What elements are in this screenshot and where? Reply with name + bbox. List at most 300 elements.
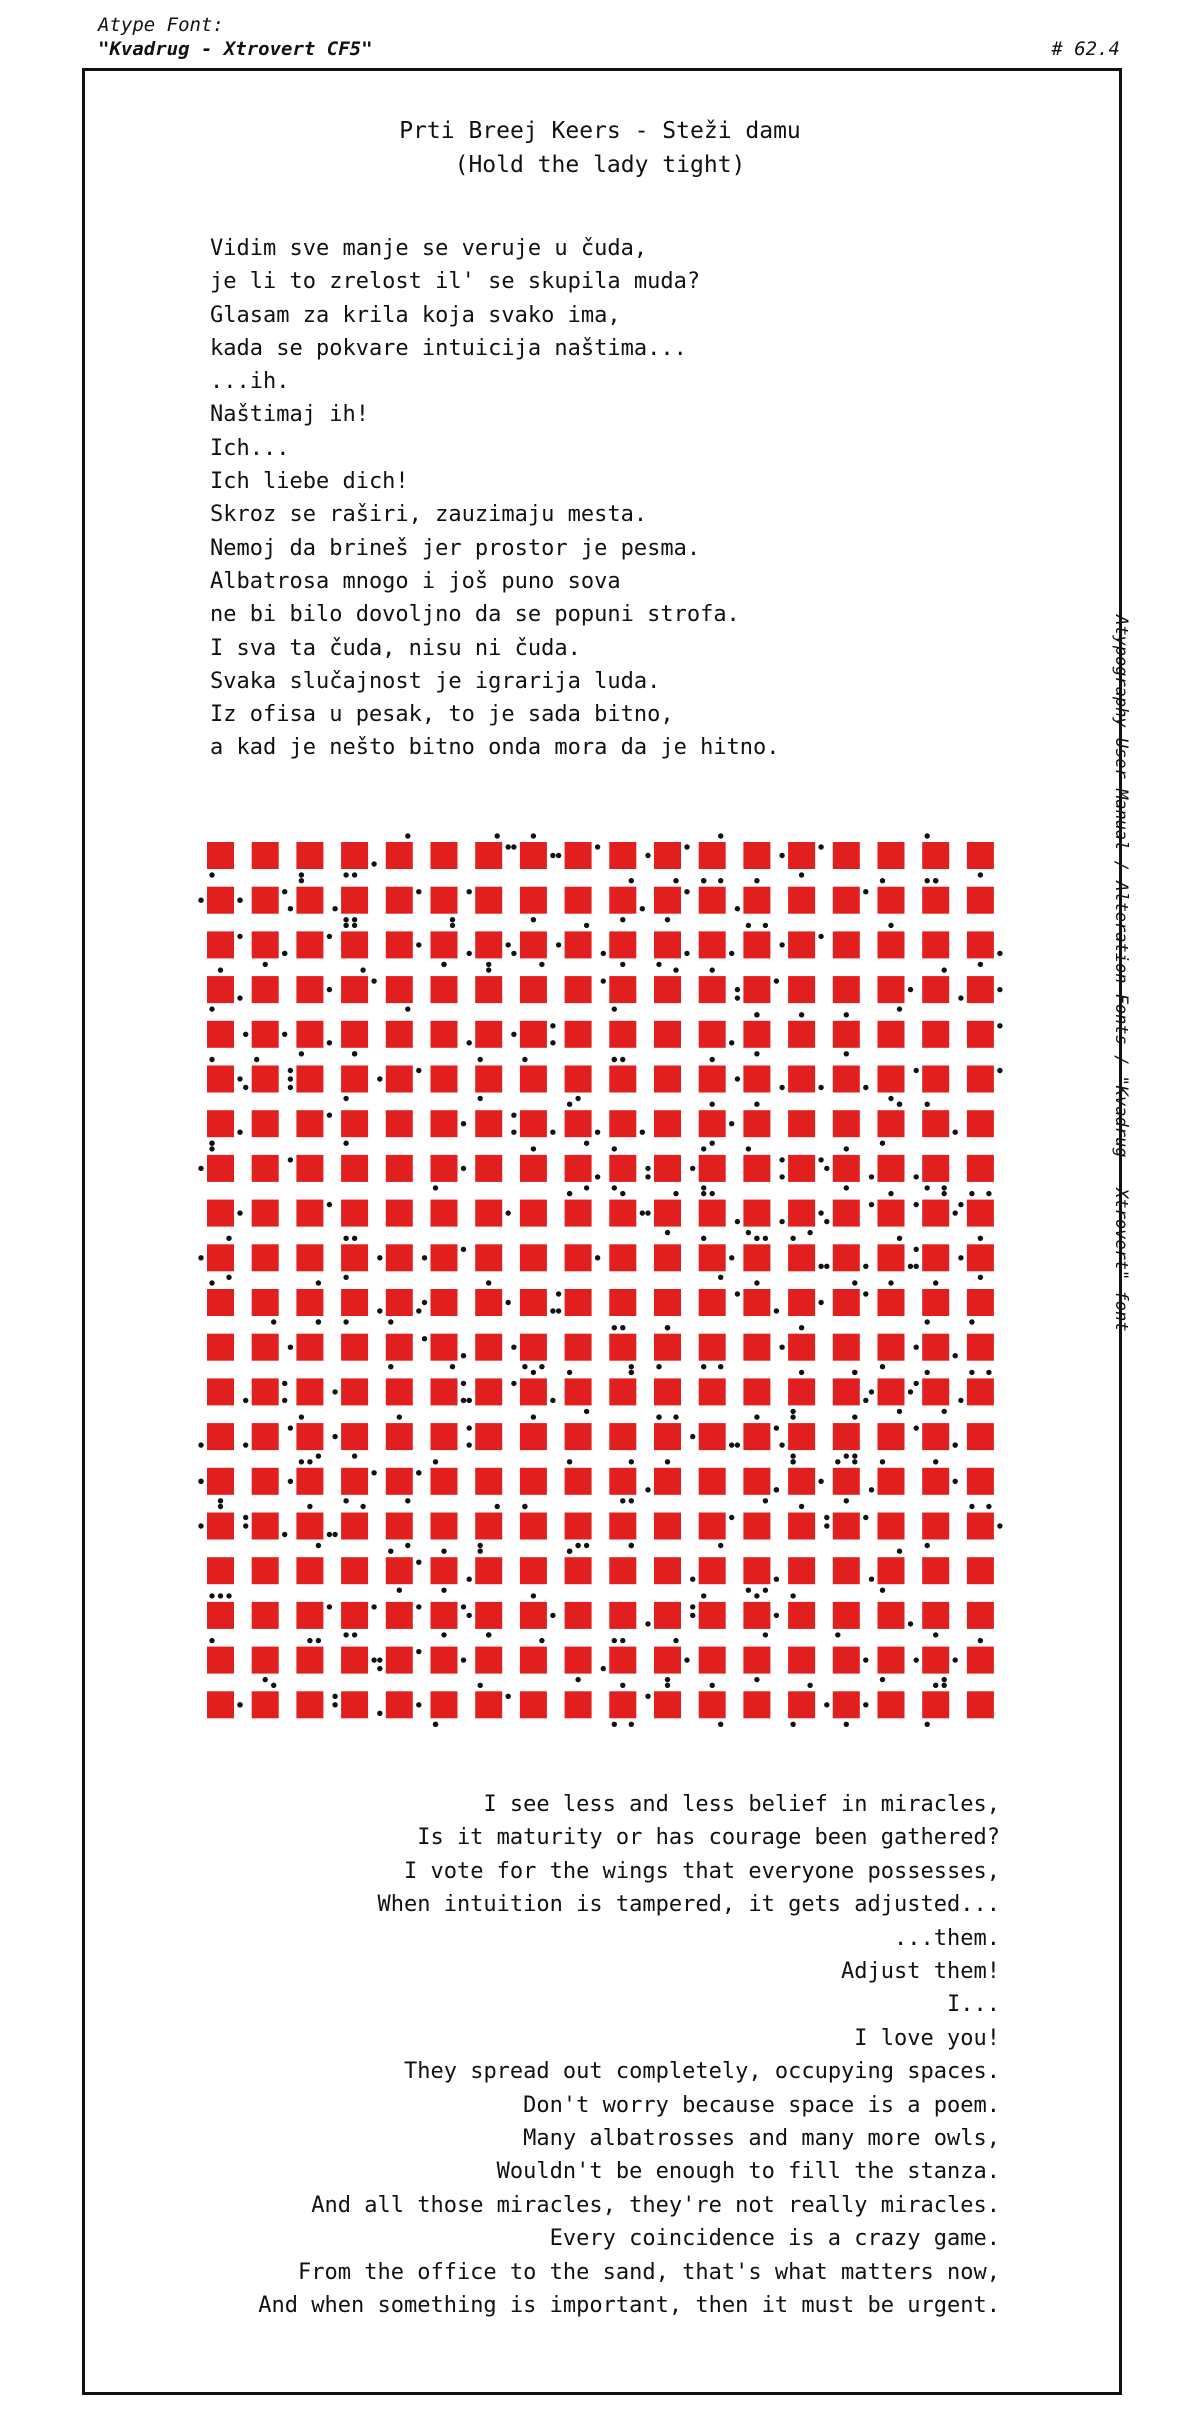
glyph-square	[609, 1110, 636, 1137]
glyph-dot	[198, 1479, 203, 1484]
glyph-dot	[405, 1543, 410, 1548]
glyph-square	[207, 1155, 234, 1182]
glyph-dot	[371, 1604, 376, 1609]
glyph-square	[878, 976, 905, 1003]
glyph-dot	[360, 967, 365, 972]
glyph-square	[878, 1602, 905, 1629]
glyph-square	[967, 1110, 994, 1137]
glyph-dot	[371, 978, 376, 983]
glyph-dot	[307, 1459, 312, 1464]
glyph-dot	[942, 1683, 947, 1688]
glyph-dot	[746, 1230, 751, 1235]
glyph-dot	[575, 1543, 580, 1548]
glyph-dot	[467, 1577, 472, 1582]
glyph-square	[565, 1423, 592, 1450]
glyph-square	[341, 1557, 368, 1584]
glyph-square	[654, 1468, 681, 1495]
glyph-square	[743, 976, 770, 1003]
glyph-dot	[925, 1319, 930, 1324]
glyph-dot	[824, 1515, 829, 1520]
glyph-square	[341, 1110, 368, 1137]
glyph-dot	[824, 1523, 829, 1528]
glyph-dot	[377, 1076, 382, 1081]
glyph-square	[788, 1557, 815, 1584]
glyph-dot	[327, 1202, 332, 1207]
poem-line: I sva ta čuda, nisu ni čuda.	[210, 635, 581, 661]
glyph-square	[431, 1155, 458, 1182]
glyph-dot	[690, 1434, 695, 1439]
poem-original	[210, 232, 780, 765]
glyph-dot	[701, 1593, 706, 1598]
glyph-square	[788, 1468, 815, 1495]
glyph-square	[341, 1066, 368, 1093]
glyph-dot	[863, 1515, 868, 1520]
glyph-square	[833, 1021, 860, 1048]
glyph-dot	[852, 1370, 857, 1375]
glyph-square	[520, 1200, 547, 1227]
glyph-dot	[790, 1236, 795, 1241]
glyph-dot	[567, 1102, 572, 1107]
glyph-dot	[673, 878, 678, 883]
translation-line: Is it maturity or has courage been gathered?	[417, 1825, 1000, 1851]
glyph-square	[520, 976, 547, 1003]
glyph-dot	[852, 1414, 857, 1419]
glyph-dot	[343, 1319, 348, 1324]
glyph-dot	[332, 906, 337, 911]
glyph-square	[386, 1021, 413, 1048]
glyph-dot	[486, 967, 491, 972]
glyph-square	[475, 1066, 502, 1093]
glyph-square	[341, 1155, 368, 1182]
glyph-square	[743, 842, 770, 869]
glyph-dot	[288, 1425, 293, 1430]
glyph-square	[654, 1066, 681, 1093]
glyph-square	[475, 1155, 502, 1182]
glyph-dot	[612, 1057, 617, 1062]
glyph-dot	[461, 1657, 466, 1662]
glyph-square	[654, 1155, 681, 1182]
glyph-square	[431, 1557, 458, 1584]
glyph-dot	[371, 861, 376, 866]
glyph-dot	[925, 1543, 930, 1548]
glyph-dot	[790, 1593, 795, 1598]
glyph-dot	[343, 1096, 348, 1101]
glyph-square	[565, 1244, 592, 1271]
glyph-dot	[665, 1325, 670, 1330]
glyph-square	[296, 1378, 323, 1405]
translation-line: And all those miracles, they're not really miracles.	[311, 2192, 1000, 2218]
glyph-dot	[567, 1459, 572, 1464]
glyph-dot	[863, 889, 868, 894]
glyph-dot	[754, 1280, 759, 1285]
glyph-dot	[433, 1185, 438, 1190]
glyph-dot	[531, 1370, 536, 1375]
glyph-dot	[863, 1398, 868, 1403]
glyph-dot	[684, 1657, 689, 1662]
glyph-dot	[779, 942, 784, 947]
glyph-square	[386, 931, 413, 958]
glyph-dot	[925, 1185, 930, 1190]
glyph-dot	[243, 1398, 248, 1403]
glyph-dot	[620, 1191, 625, 1196]
glyph-dot	[710, 1191, 715, 1196]
glyph-dot	[416, 1604, 421, 1609]
glyph-dot	[735, 995, 740, 1000]
glyph-dot	[254, 1057, 259, 1062]
glyph-dot	[774, 1425, 779, 1430]
glyph-square	[788, 976, 815, 1003]
glyph-square	[878, 1334, 905, 1361]
glyph-square	[296, 1513, 323, 1540]
glyph-dot	[701, 1236, 706, 1241]
glyph-square	[386, 1155, 413, 1182]
glyph-square	[699, 1334, 726, 1361]
glyph-dot	[218, 967, 223, 972]
glyph-square	[475, 1423, 502, 1450]
glyph-square	[431, 1289, 458, 1316]
glyph-square	[207, 1289, 234, 1316]
glyph-square	[609, 1066, 636, 1093]
glyph-dot	[620, 962, 625, 967]
glyph-square	[922, 1066, 949, 1093]
glyph-dot	[824, 1219, 829, 1224]
glyph-square	[788, 842, 815, 869]
glyph-dot	[779, 1219, 784, 1224]
glyph-square	[922, 1378, 949, 1405]
glyph-square	[252, 1110, 279, 1137]
glyph-square	[833, 1557, 860, 1584]
glyph-square	[609, 1244, 636, 1271]
glyph-dot	[754, 1593, 759, 1598]
glyph-dot	[237, 1210, 242, 1215]
glyph-square	[609, 1423, 636, 1450]
glyph-dot	[690, 1604, 695, 1609]
translation-line: I...	[947, 1992, 1000, 2018]
glyph-dot	[629, 1722, 634, 1727]
glyph-square	[475, 1513, 502, 1540]
glyph-dot	[729, 951, 734, 956]
glyph-square	[252, 1155, 279, 1182]
glyph-dot	[511, 1345, 516, 1350]
glyph-square	[878, 1021, 905, 1048]
glyph-square	[743, 1334, 770, 1361]
glyph-dot	[209, 1146, 214, 1151]
glyph-dot	[397, 1414, 402, 1419]
glyph-dot	[612, 1146, 617, 1151]
glyph-dot	[612, 1185, 617, 1190]
glyph-square	[743, 1468, 770, 1495]
glyph-dot	[198, 1442, 203, 1447]
glyph-square	[475, 1468, 502, 1495]
glyph-square	[967, 1468, 994, 1495]
glyph-square	[609, 1334, 636, 1361]
glyph-dot	[352, 1051, 357, 1056]
glyph-dot	[522, 1057, 527, 1062]
glyph-dot	[332, 1532, 337, 1537]
glyph-square	[207, 1110, 234, 1137]
glyph-dot	[575, 1096, 580, 1101]
glyph-dot	[665, 1230, 670, 1235]
glyph-dot	[754, 1012, 759, 1017]
glyph-dot	[986, 1191, 991, 1196]
glyph-dot	[779, 1085, 784, 1090]
glyph-dot	[584, 923, 589, 928]
glyph-square	[475, 1289, 502, 1316]
glyph-dot	[925, 833, 930, 838]
glyph-square	[296, 931, 323, 958]
glyph-dot	[282, 1381, 287, 1386]
glyph-dot	[332, 1389, 337, 1394]
glyph-dot	[629, 1370, 634, 1375]
glyph-dot	[729, 1442, 734, 1447]
glyph-dot	[763, 1498, 768, 1503]
glyph-dot	[620, 917, 625, 922]
glyph-dot	[539, 1638, 544, 1643]
glyph-dot	[377, 1255, 382, 1260]
glyph-dot	[869, 1389, 874, 1394]
glyph-square	[565, 1691, 592, 1718]
glyph-square	[654, 1334, 681, 1361]
glyph-dot	[584, 1543, 589, 1548]
glyph-square	[431, 1334, 458, 1361]
side-caption: Atypography User Manual / Alteration Fonts / "Kvadrug - Xtrovert" font	[1111, 615, 1131, 1332]
glyph-dot	[997, 1023, 1002, 1028]
glyph-square	[743, 1378, 770, 1405]
glyph-square	[431, 1200, 458, 1227]
glyph-dot	[531, 1414, 536, 1419]
glyph-dot	[754, 1051, 759, 1056]
glyph-dot	[735, 987, 740, 992]
glyph-square	[967, 976, 994, 1003]
glyph-square	[341, 1602, 368, 1629]
glyph-square	[609, 1647, 636, 1674]
glyph-square	[654, 1244, 681, 1271]
glyph-dot	[567, 1191, 572, 1196]
glyph-square	[296, 1557, 323, 1584]
glyph-dot	[539, 962, 544, 967]
glyph-dot	[897, 1102, 902, 1107]
glyph-dot	[746, 1146, 751, 1151]
glyph-dot	[288, 1068, 293, 1073]
glyph-dot	[377, 1666, 382, 1671]
glyph-dot	[710, 1141, 715, 1146]
glyph-dot	[316, 1319, 321, 1324]
glyph-square	[565, 1513, 592, 1540]
glyph-dot	[942, 1185, 947, 1190]
glyph-dot	[997, 987, 1002, 992]
glyph-square	[609, 1021, 636, 1048]
glyph-square	[475, 1691, 502, 1718]
glyph-dot	[735, 906, 740, 911]
glyph-dot	[282, 951, 287, 956]
glyph-square	[788, 1378, 815, 1405]
glyph-square	[207, 1334, 234, 1361]
glyph-dot	[701, 1185, 706, 1190]
glyph-square	[922, 1021, 949, 1048]
glyph-dot	[774, 1487, 779, 1492]
glyph-dot	[450, 923, 455, 928]
glyph-dot	[690, 1166, 695, 1171]
glyph-dot	[352, 923, 357, 928]
glyph-dot	[601, 1666, 606, 1671]
glyph-dot	[550, 1308, 555, 1313]
glyph-square	[475, 1244, 502, 1271]
glyph-square	[699, 842, 726, 869]
glyph-dot	[888, 1096, 893, 1101]
glyph-dot	[352, 1632, 357, 1637]
glyph-square	[207, 1021, 234, 1048]
glyph-dot	[690, 1577, 695, 1582]
glyph-dot	[888, 1280, 893, 1285]
poem-line: a kad je nešto bitno onda mora da je hitno.	[210, 735, 780, 761]
glyph-dot	[880, 1141, 885, 1146]
glyph-dot	[433, 1459, 438, 1464]
glyph-dot	[844, 1012, 849, 1017]
glyph-square	[743, 1691, 770, 1718]
glyph-square	[386, 1200, 413, 1227]
glyph-dot	[478, 1096, 483, 1101]
glyph-square	[878, 1691, 905, 1718]
glyph-square	[207, 887, 234, 914]
glyph-dot	[506, 1210, 511, 1215]
glyph-dot	[282, 889, 287, 894]
translation-line: ...them.	[894, 1925, 1000, 1951]
glyph-square	[341, 887, 368, 914]
glyph-dot	[852, 1280, 857, 1285]
glyph-dot	[735, 1442, 740, 1447]
glyph-dot	[595, 1130, 600, 1135]
glyph-square	[788, 1513, 815, 1540]
glyph-dot	[844, 1498, 849, 1503]
glyph-dot	[684, 844, 689, 849]
glyph-dot	[226, 1593, 231, 1598]
glyph-dot	[327, 1113, 332, 1118]
glyph-square	[296, 1244, 323, 1271]
glyph-dot	[461, 1247, 466, 1252]
glyph-dot	[243, 1032, 248, 1037]
glyph-square	[565, 1021, 592, 1048]
glyph-square	[833, 1602, 860, 1629]
glyph-dot	[779, 1442, 784, 1447]
glyph-dot	[645, 1694, 650, 1699]
glyph-square	[520, 1334, 547, 1361]
glyph-dot	[880, 1588, 885, 1593]
glyph-square	[967, 1557, 994, 1584]
glyph-dot	[656, 962, 661, 967]
glyph-square	[341, 1513, 368, 1540]
glyph-square	[475, 842, 502, 869]
glyph-square	[922, 842, 949, 869]
glyph-square	[833, 1691, 860, 1718]
glyph-square	[341, 1021, 368, 1048]
glyph-square	[252, 1200, 279, 1227]
glyph-dot	[754, 878, 759, 883]
glyph-square	[967, 1378, 994, 1405]
glyph-square	[878, 1066, 905, 1093]
glyph-dot	[665, 1459, 670, 1464]
glyph-square	[833, 1334, 860, 1361]
glyph-dot	[779, 1345, 784, 1350]
glyph-dot	[450, 1364, 455, 1369]
glyph-square	[967, 1066, 994, 1093]
glyph-square	[431, 976, 458, 1003]
glyph-dot	[288, 906, 293, 911]
glyph-dot	[863, 1291, 868, 1296]
glyph-square	[967, 1244, 994, 1271]
glyph-square	[207, 931, 234, 958]
glyph-dot	[818, 934, 823, 939]
glyph-dot	[953, 1353, 958, 1358]
glyph-square	[207, 1066, 234, 1093]
glyph-dot	[327, 1532, 332, 1537]
glyph-square	[475, 1200, 502, 1227]
glyph-dot	[595, 844, 600, 849]
glyph-square	[520, 1647, 547, 1674]
translation-line: Wouldn't be enough to fill the stanza.	[496, 2159, 1000, 2185]
glyph-square	[922, 1423, 949, 1450]
glyph-square	[878, 931, 905, 958]
glyph-square	[475, 1334, 502, 1361]
translation-line: I see less and less belief in miracles,	[483, 1792, 1000, 1817]
glyph-dot	[914, 1381, 919, 1386]
glyph-dot	[377, 1711, 382, 1716]
glyph-square	[878, 1289, 905, 1316]
glyph-square	[878, 1155, 905, 1182]
glyph-square	[252, 976, 279, 1003]
glyph-dot	[209, 1057, 214, 1062]
glyph-dot	[925, 878, 930, 883]
glyph-dot	[352, 1236, 357, 1241]
glyph-square	[922, 1602, 949, 1629]
glyph-dot	[818, 1085, 823, 1090]
kvadrug-glyph-pattern	[195, 830, 1015, 1730]
glyph-dot	[327, 934, 332, 939]
glyph-square	[252, 1423, 279, 1450]
glyph-dot	[478, 1683, 483, 1688]
glyph-square	[207, 1691, 234, 1718]
glyph-square	[788, 1334, 815, 1361]
glyph-square	[296, 1155, 323, 1182]
glyph-square	[609, 1289, 636, 1316]
glyph-dot	[467, 1040, 472, 1045]
glyph-dot	[718, 1364, 723, 1369]
glyph-square	[922, 1200, 949, 1227]
glyph-dot	[914, 1247, 919, 1252]
glyph-square	[296, 976, 323, 1003]
glyph-dot	[567, 1370, 572, 1375]
glyph-dot	[511, 951, 516, 956]
glyph-dot	[790, 1414, 795, 1419]
glyph-dot	[467, 1442, 472, 1447]
glyph-dot	[933, 1459, 938, 1464]
glyph-dot	[629, 1543, 634, 1548]
glyph-dot	[620, 1683, 625, 1688]
glyph-dot	[958, 995, 963, 1000]
glyph-dot	[799, 1012, 804, 1017]
glyph-dot	[461, 1353, 466, 1358]
glyph-square	[207, 1200, 234, 1227]
glyph-dot	[701, 1191, 706, 1196]
glyph-dot	[645, 1487, 650, 1492]
glyph-square	[341, 1647, 368, 1674]
glyph-dot	[307, 1504, 312, 1509]
glyph-square	[520, 887, 547, 914]
glyph-square	[967, 1200, 994, 1227]
glyph-square	[431, 1602, 458, 1629]
translation-line: Adjust them!	[841, 1959, 1000, 1985]
glyph-square	[878, 1110, 905, 1137]
glyph-square	[431, 1647, 458, 1674]
